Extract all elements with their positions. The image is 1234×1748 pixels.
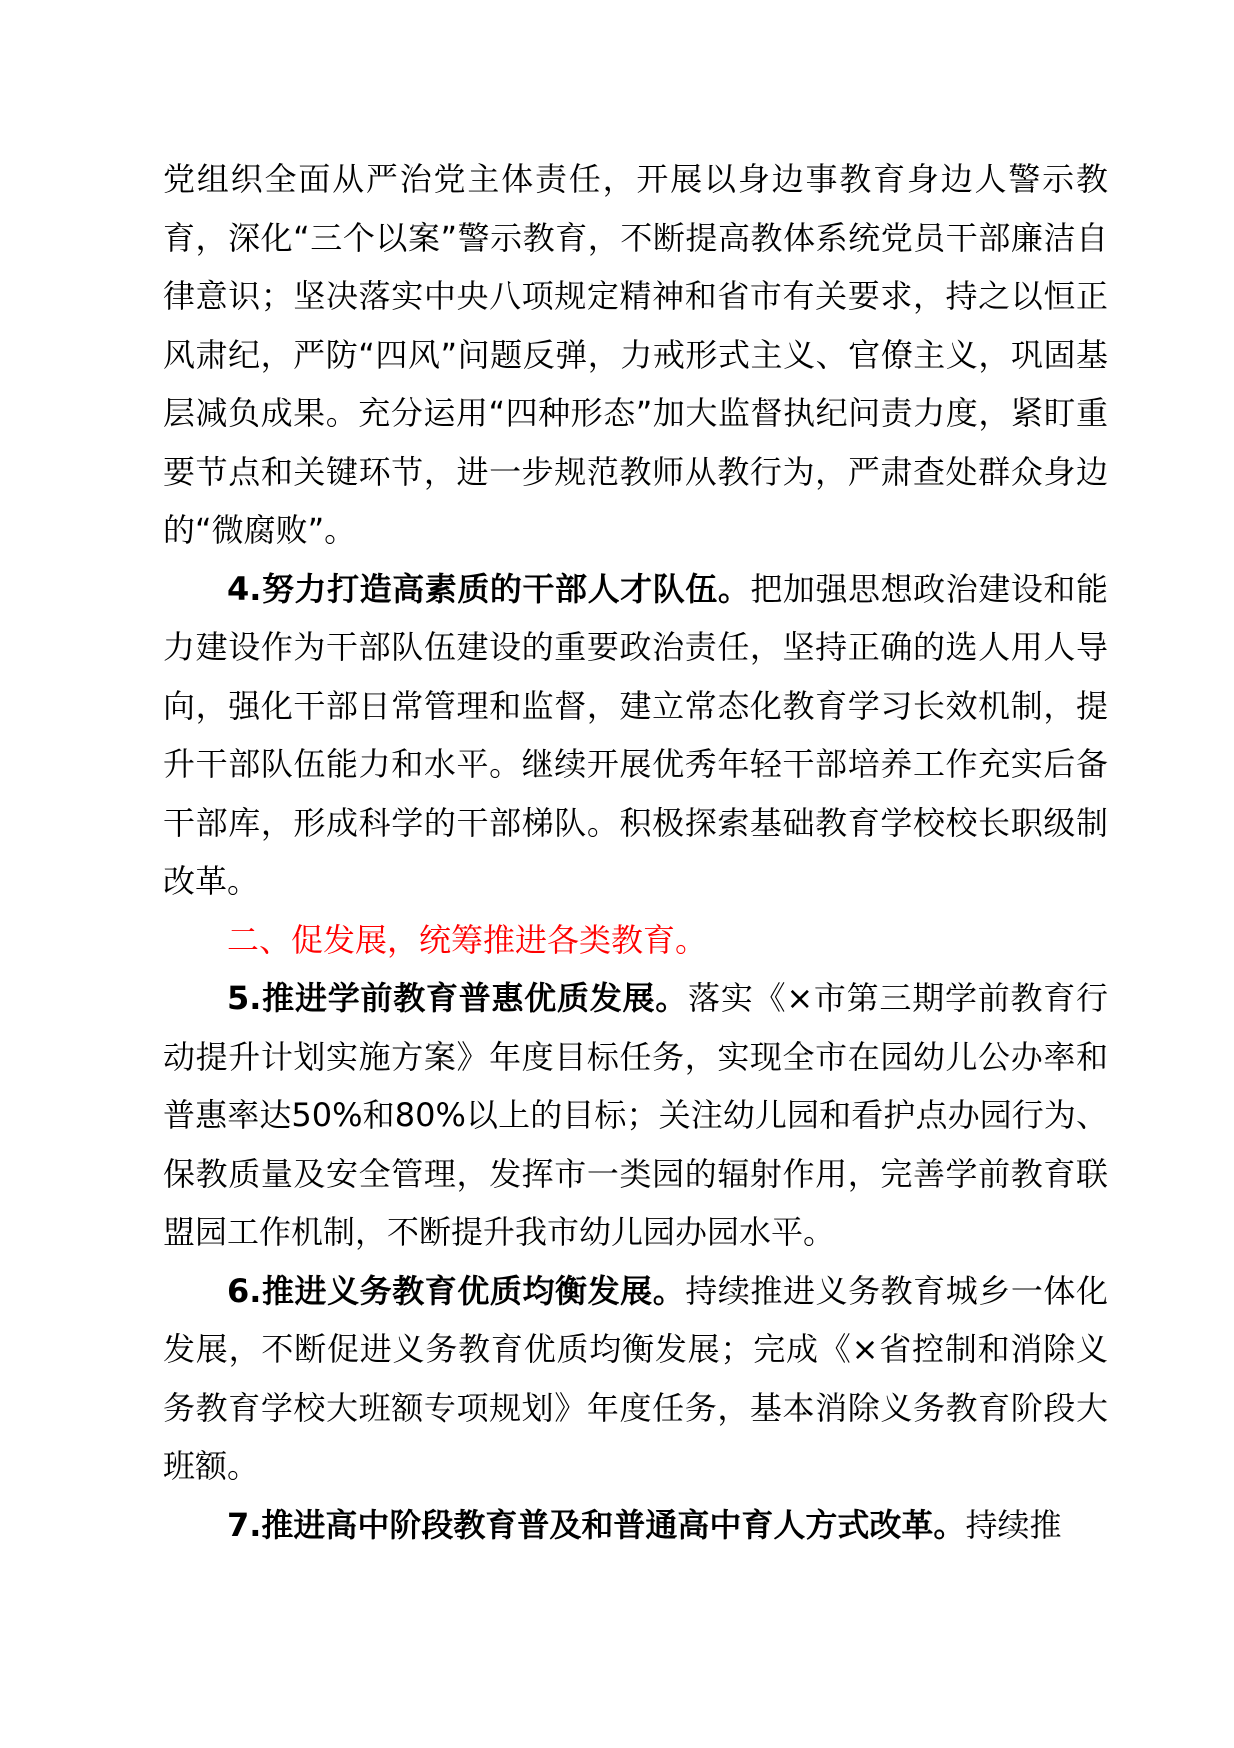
paragraph-heading: 4.努力打造高素质的干部人才队伍。	[227, 569, 751, 608]
paragraph-text: 党组织全面从严治党主体责任，开展以身边事教育身边人警示教育，深化“三个以案”警示教育，不断提高教体系统党员干部廉洁自律意识；坚决落实中央八项规定精神和省市有关要求，持之以恒正风肃纪，严防“四风”问题反弹，力戒形式主义、官僚主义，巩固基层减负成果。充分运用“四种形态”加大监督执纪问责力度，紧盯重要节点和关键环节，进一步规范教师从教行为，严肃查处群众身边的“微腐败”。	[163, 160, 1108, 549]
paragraph-item-5	[163, 969, 1108, 1262]
section-heading	[163, 911, 1108, 970]
paragraph-item-7	[163, 1496, 1108, 1555]
section-heading-text: 二、促发展，统筹推进各类教育。	[227, 920, 708, 959]
paragraph-text: 把加强思想政治建设和能力建设作为干部队伍建设的重要政治责任，坚持正确的选人用人导向，强化干部日常管理和监督，建立常态化教育学习长效机制，提升干部队伍能力和水平。继续开展优秀年轻干部培养工作充实后备干部库，形成科学的干部梯队。积极探索基础教育学校校长职级制改革。	[163, 569, 1108, 900]
paragraph-item-6	[163, 1262, 1108, 1496]
paragraph-heading: 7.推进高中阶段教育普及和普通高中育人方式改革。	[227, 1505, 966, 1544]
paragraph-text: 持续推进义务教育城乡一体化发展，不断促进义务教育优质均衡发展；完成《×省控制和消除义务教育学校大班额专项规划》年度任务，基本消除义务教育阶段大班额。	[163, 1271, 1108, 1485]
paragraph-heading: 6.推进义务教育优质均衡发展。	[227, 1271, 686, 1310]
paragraph-text: 持续推	[965, 1505, 1062, 1544]
paragraph-heading: 5.推进学前教育普惠优质发展。	[227, 979, 689, 1017]
document-body	[163, 150, 1108, 1554]
paragraph-continued	[163, 150, 1108, 560]
paragraph-text: 落实《×市第三期学前教育行动提升计划实施方案》年度目标任务，实现全市在园幼儿公办率和普惠率达50%和80%以上的目标；关注幼儿园和看护点办园行为、保教质量及安全管理，发挥市一类园的辐射作用，完善学前教育联盟园工作机制，不断提升我市幼儿园办园水平。	[163, 979, 1108, 1251]
paragraph-item-4	[163, 560, 1108, 911]
